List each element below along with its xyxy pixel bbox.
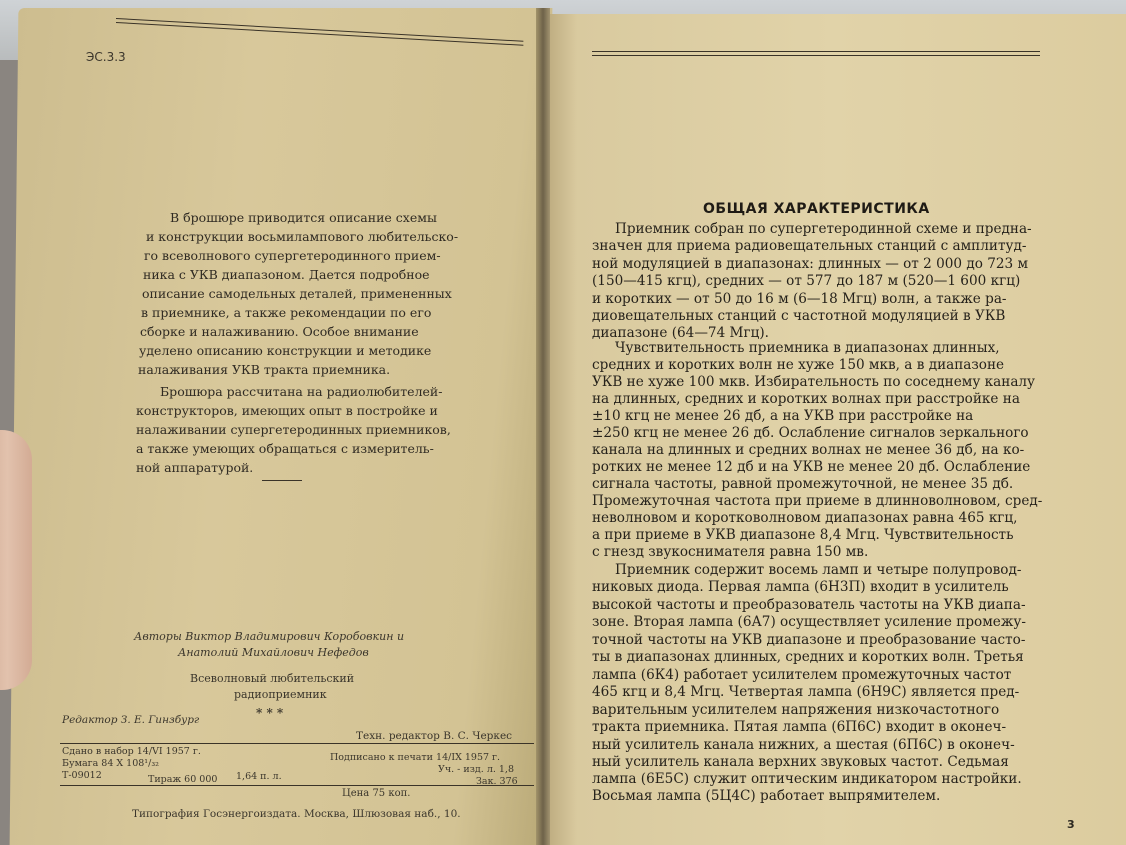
right-top-rule-2 (592, 55, 1040, 56)
abstract-line: ной аппаратурой. (136, 460, 254, 475)
section-heading: ОБЩАЯ ХАРАКТЕРИСТИКА (703, 201, 930, 217)
imprint-paper: Бумага 84 X 108¹/₃₂ (62, 758, 159, 769)
authors-line-2: Анатолий Михайлович Нефедов (178, 646, 369, 659)
abstract-line: а также умеющих обращаться с измеритель- (136, 441, 434, 456)
body-line: лампа (6К4) работает усилителем промежуточных частот (592, 667, 1012, 683)
body-line: точной частоты на УКВ диапазоне и преобразование часто- (592, 632, 1026, 648)
right-top-rule (592, 51, 1040, 52)
tech-editor: Техн. редактор В. С. Черкес (356, 730, 513, 742)
body-line: с гнезд звукоснимателя равна 150 мв. (592, 544, 869, 560)
body-line: на длинных, средних и коротких волнах при расстройке на (592, 391, 1020, 407)
body-line: диапазоне (64—74 Мгц). (592, 325, 769, 341)
body-line: никовых диода. Первая лампа (6Н3П) входит в усилитель (592, 579, 1009, 595)
imprint-rule-top (60, 743, 534, 744)
body-line: тракта приемника. Пятая лампа (6П6С) входит в оконеч- (592, 719, 1007, 735)
imprint-order: Зак. 376 (476, 776, 518, 787)
body-line: диовещательных станций с частотной модуляцией в УКВ (592, 308, 1006, 324)
body-line: Чувствительность приемника в диапазонах длинных, (615, 340, 1000, 356)
abstract-line: налаживании супергетеродинных приемников, (136, 422, 451, 437)
body-line: и коротких — от 50 до 16 м (6—18 Мгц) волн, а также ра- (592, 291, 1007, 307)
body-line: ±250 кгц не менее 26 дб. Ослабление сигналов зеркального (592, 425, 1029, 441)
body-line: неволновом и коротковолновом диапазонах равна 465 кгц, (592, 510, 1018, 526)
abstract-line: В брошюре приводится описание схемы (170, 210, 437, 225)
body-line: Промежуточная частота при приеме в длинноволновом, сред- (592, 493, 1043, 509)
page-number: 3 (1067, 818, 1075, 831)
body-line: Приемник собран по супергетеродинной схеме и предна- (615, 221, 1032, 237)
abstract-line: сборке и налаживанию. Особое внимание (140, 324, 419, 339)
body-line: 465 кгц и 8,4 Мгц. Четвертая лампа (6Н9С) является пред- (592, 684, 1020, 700)
body-line: ротких не менее 12 дб и на УКВ не менее 20 дб. Ослабление (592, 459, 1031, 475)
body-line: а при приеме в УКВ диапазоне 8,4 Мгц. Чувствительность (592, 527, 1014, 543)
ornament: * * * (256, 706, 284, 720)
body-line: средних и коротких волн не хуже 150 мкв, а в диапазоне (592, 357, 1005, 373)
book-title-line-1: Всеволновый любительский (190, 672, 355, 685)
abstract-line: ника с УКВ диапазоном. Дается подробное (143, 267, 430, 282)
abstract-line: конструкторов, имеющих опыт в постройке и (136, 403, 438, 418)
body-line: лампа (6Е5С) служит оптическим индикатором настройки. (592, 771, 1022, 787)
body-line: канала на длинных и средних волнах не менее 36 дб, на ко- (592, 442, 1025, 458)
abstract-line: описание самодельных деталей, примененных (142, 286, 452, 301)
body-line: ный усилитель канала нижних, а шестая (6П6С) в оконеч- (592, 737, 1015, 753)
body-line: Приемник содержит восемь ламп и четыре полупровод- (615, 562, 1022, 578)
short-divider (262, 480, 302, 481)
book-gutter (536, 8, 550, 845)
body-line: ±10 кгц не менее 26 дб, а на УКВ при расстройке на (592, 408, 974, 424)
imprint-print-run: Тираж 60 000 (148, 774, 218, 785)
body-line: варительным усилителем напряжения низкочастотного (592, 702, 1000, 718)
book-title-line-2: радиоприемник (234, 688, 327, 701)
abstract-line: и конструкции восьмилампового любительско- (146, 229, 459, 244)
body-line: зоне. Вторая лампа (6А7) осуществляет усиление промежу- (592, 614, 1026, 630)
imprint-price: Цена 75 коп. (342, 788, 411, 799)
body-line: Восьмая лампа (5Ц4С) работает выпрямителем. (592, 788, 941, 804)
abstract-line: уделено описанию конструкции и методике (139, 343, 432, 358)
catalog-code: ЭС.3.3 (86, 50, 126, 64)
imprint-sheets: 1,64 п. л. (236, 771, 282, 782)
body-line: ты в диапазонах длинных, средних и коротких волн. Третья (592, 649, 1024, 665)
editor: Редактор З. Е. Гинзбург (62, 714, 200, 726)
authors-line-1: Авторы Виктор Владимирович Коробовкин и (134, 630, 405, 643)
body-line: УКВ не хуже 100 мкв. Избирательность по соседнему каналу (592, 374, 1036, 390)
abstract-line: в приемнике, а также рекомендации по его (141, 305, 432, 320)
holding-thumb (0, 430, 32, 690)
printer: Типография Госэнергоиздата. Москва, Шлюзовая наб., 10. (132, 808, 461, 820)
body-line: ной модуляцией в диапазонах: длинных — от 2 000 до 723 м (592, 256, 1029, 272)
abstract-line: го всеволнового супергетеродинного прием- (144, 248, 441, 263)
imprint-submitted: Сдано в набор 14/VI 1957 г. (62, 746, 201, 757)
body-line: значен для приема радиовещательных станций с амплитуд- (592, 238, 1027, 254)
body-line: высокой частоты и преобразователь частоты на УКВ диапа- (592, 597, 1026, 613)
imprint-sheets-uch: Уч. - изд. л. 1,8 (438, 764, 514, 775)
imprint-number: Т-09012 (62, 770, 102, 781)
body-line: ный усилитель канала верхних звуковых частот. Седьмая (592, 754, 1009, 770)
imprint-rule-bottom (60, 785, 534, 786)
body-line: (150—415 кгц), средних — от 577 до 187 м (520—1 600 кгц) (592, 273, 1021, 289)
abstract-line: налаживания УКВ тракта приемника. (138, 362, 391, 377)
body-line: сигнала частоты, равной промежуточной, не менее 35 дб. (592, 476, 1014, 492)
abstract-line: Брошюра рассчитана на радиолюбителей- (160, 384, 443, 399)
imprint-signed: Подписано к печати 14/IX 1957 г. (330, 752, 501, 763)
